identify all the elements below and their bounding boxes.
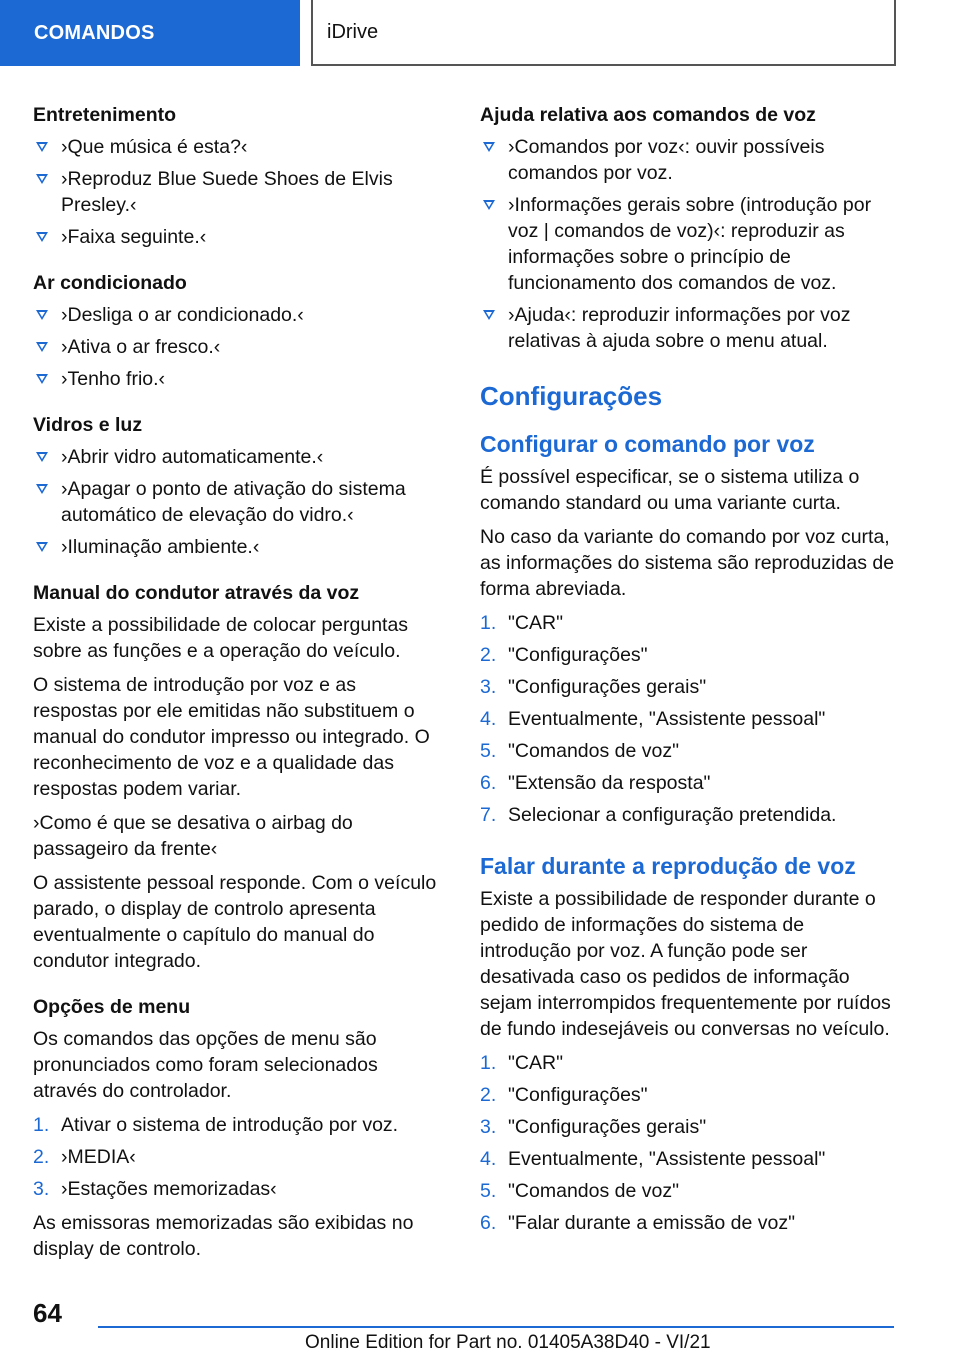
step-number: 4. <box>480 1148 497 1170</box>
list-item-text: ›Apagar o ponto de ativação do sistema automático de elevação do vidro.‹ <box>61 478 406 526</box>
heading-vidros-e-luz: Vidros e luz <box>33 414 143 436</box>
section-title: COMANDOS <box>34 21 155 44</box>
list-item-text: "Configurações" <box>508 1084 648 1106</box>
step-number: 1. <box>33 1114 50 1136</box>
step-number: 1. <box>480 612 497 634</box>
triangle-bullet-icon <box>36 310 48 320</box>
list-item <box>480 610 900 636</box>
list-item <box>480 1082 900 1108</box>
list-item <box>480 738 900 764</box>
topic-title: iDrive <box>327 20 379 43</box>
steps-opcoes-menu <box>33 1112 438 1202</box>
list-item <box>480 134 900 186</box>
list-item-text: ›Ativa o ar fresco.‹ <box>61 336 221 358</box>
triangle-bullet-icon <box>483 310 495 320</box>
triangle-bullet-icon <box>483 200 495 210</box>
list-item <box>480 642 900 668</box>
step-number: 3. <box>33 1178 50 1200</box>
edition-text: Online Edition for Part no. 01405A38D40 - VI/21 <box>305 1332 711 1353</box>
triangle-bullet-icon <box>36 374 48 384</box>
triangle-bullet-icon <box>36 142 48 152</box>
list-item <box>33 166 438 218</box>
list-item <box>480 192 900 296</box>
list-item-text: "CAR" <box>508 1052 564 1074</box>
list-item-text: Eventualmente, "Assistente pessoal" <box>508 708 826 730</box>
paragraph: Existe a possibilidade de responder durante o pedido de informações do sistema de introdução por voz. A função pode ser desativada caso os pedidos de informação sejam interrompidos frequentemente por ruídos de fundo indesejáveis ou conversas no veículo. <box>480 888 891 1040</box>
list-item <box>33 444 438 470</box>
step-number: 2. <box>33 1146 50 1168</box>
list-item-text: ›Abrir vidro automaticamente.‹ <box>61 446 324 468</box>
list-item-text: ›MEDIA‹ <box>61 1146 136 1168</box>
list-item <box>480 770 900 796</box>
steps-falar <box>480 1050 900 1236</box>
paragraph: As emissoras memorizadas são exibidas no display de controlo. <box>33 1212 414 1260</box>
list-item <box>480 706 900 732</box>
page-number: 64 <box>33 1298 62 1328</box>
step-number: 4. <box>480 708 497 730</box>
heading-entretenimento: Entretenimento <box>33 104 177 126</box>
list-item-text: ›Desliga o ar condicionado.‹ <box>61 304 304 326</box>
list-item <box>33 366 438 392</box>
list-item-text: ›Informações gerais sobre (introdução por voz | comandos de voz)‹: reproduzir as informações sobre o princípio de funcionamento dos comandos de voz. <box>508 194 872 294</box>
list-item-text: "Configurações gerais" <box>508 1116 707 1138</box>
step-number: 7. <box>480 804 497 826</box>
list-item <box>33 334 438 360</box>
list-ar-condicionado <box>33 302 438 392</box>
list-item <box>480 1178 900 1204</box>
triangle-bullet-icon <box>483 142 495 152</box>
list-item-text: "Configurações" <box>508 644 648 666</box>
list-item-text: ›Que música é esta?‹ <box>61 136 248 158</box>
list-item <box>480 1210 900 1236</box>
paragraph: É possível especificar, se o sistema utiliza o comando standard ou uma variante curta. <box>480 466 860 514</box>
list-item-text: ›Comandos por voz‹: ouvir possíveis comandos por voz. <box>508 136 825 184</box>
list-item-text: ›Tenho frio.‹ <box>61 368 166 390</box>
list-item <box>480 1146 900 1172</box>
list-item <box>33 1144 438 1170</box>
triangle-bullet-icon <box>36 232 48 242</box>
list-item-text: "Configurações gerais" <box>508 676 707 698</box>
list-item-text: "Comandos de voz" <box>508 1180 680 1202</box>
list-item-text: "Comandos de voz" <box>508 740 680 762</box>
list-item <box>33 476 438 528</box>
triangle-bullet-icon <box>36 484 48 494</box>
list-item <box>33 1176 438 1202</box>
step-number: 1. <box>480 1052 497 1074</box>
list-entretenimento <box>33 134 438 250</box>
footer-divider <box>98 1326 894 1328</box>
list-item-text: "Extensão da resposta" <box>508 772 711 794</box>
paragraph: O assistente pessoal responde. Com o veículo parado, o display de controlo apresenta eventualmente o capítulo do manual do condutor integrado. <box>33 872 437 972</box>
step-number: 6. <box>480 1212 497 1234</box>
paragraph: Existe a possibilidade de colocar perguntas sobre as funções e a operação do veículo. <box>33 614 409 662</box>
step-number: 5. <box>480 1180 497 1202</box>
triangle-bullet-icon <box>36 452 48 462</box>
step-number: 3. <box>480 1116 497 1138</box>
paragraph: O sistema de introdução por voz e as respostas por ele emitidas não substituem o manual do condutor impresso ou integrado. O reconhecimento de voz e a qualidade das respostas podem variar. <box>33 674 430 800</box>
section-tab <box>0 0 300 66</box>
list-item-text: Ativar o sistema de introdução por voz. <box>61 1114 399 1136</box>
heading-manual-condutor: Manual do condutor através da voz <box>33 582 360 604</box>
list-item <box>33 302 438 328</box>
paragraph: No caso da variante do comando por voz curta, as informações do sistema são reproduzidas de forma abreviada. <box>480 526 895 600</box>
heading-opcoes-menu: Opções de menu <box>33 996 191 1018</box>
list-vidros-e-luz <box>33 444 438 560</box>
list-item-text: ›Faixa seguinte.‹ <box>61 226 207 248</box>
list-item <box>480 674 900 700</box>
step-number: 2. <box>480 1084 497 1106</box>
list-item <box>480 802 900 828</box>
list-item <box>33 534 438 560</box>
step-number: 2. <box>480 644 497 666</box>
step-number: 3. <box>480 676 497 698</box>
heading-ajuda: Ajuda relativa aos comandos de voz <box>480 104 816 126</box>
list-item-text: Eventualmente, "Assistente pessoal" <box>508 1148 826 1170</box>
list-ajuda <box>480 134 900 354</box>
section-title-configuracoes: Configurações <box>480 381 663 411</box>
subsection-title-falar: Falar durante a reprodução de voz <box>480 853 856 879</box>
list-item <box>33 1112 438 1138</box>
subsection-title-configurar: Configurar o comando por voz <box>480 431 815 457</box>
step-number: 6. <box>480 772 497 794</box>
list-item-text: ›Ajuda‹: reproduzir informações por voz relativas à ajuda sobre o menu atual. <box>508 304 851 352</box>
triangle-bullet-icon <box>36 542 48 552</box>
list-item-text: ›Iluminação ambiente.‹ <box>61 536 260 558</box>
list-item <box>33 224 438 250</box>
list-item-text: ›Reproduz Blue Suede Shoes de Elvis Presley.‹ <box>61 168 393 216</box>
list-item <box>480 1050 900 1076</box>
list-item <box>480 302 900 354</box>
right-column <box>480 102 900 1244</box>
step-number: 5. <box>480 740 497 762</box>
list-item-text: ›Estações memorizadas‹ <box>61 1178 277 1200</box>
triangle-bullet-icon <box>36 342 48 352</box>
list-item-text: "Falar durante a emissão de voz" <box>508 1212 795 1234</box>
paragraph: ›Como é que se desativa o airbag do passageiro da frente‹ <box>33 812 353 860</box>
list-item-text: Selecionar a configuração pretendida. <box>508 804 837 826</box>
list-item <box>33 134 438 160</box>
heading-ar-condicionado: Ar condicionado <box>33 272 187 294</box>
list-item-text: "CAR" <box>508 612 564 634</box>
left-column <box>33 102 438 1270</box>
steps-configurar <box>480 610 900 828</box>
triangle-bullet-icon <box>36 174 48 184</box>
paragraph: Os comandos das opções de menu são pronunciados como foram selecionados através do controlador. <box>33 1028 378 1102</box>
list-item <box>480 1114 900 1140</box>
topic-header <box>311 0 896 66</box>
